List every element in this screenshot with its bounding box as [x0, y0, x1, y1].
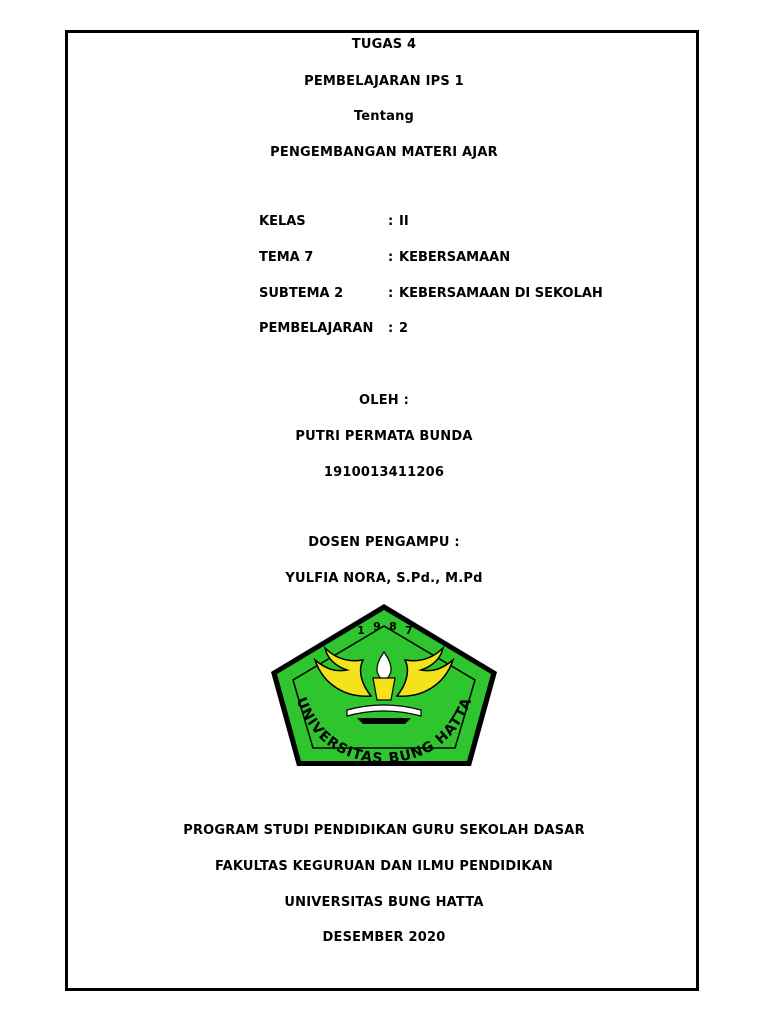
- page-border: [65, 30, 699, 991]
- logo-center-body: [373, 678, 395, 700]
- logo-year-digit: 8: [389, 620, 397, 633]
- faculty-name: FAKULTAS KEGURUAN DAN ILMU PENDIDIKAN: [215, 859, 553, 874]
- author-name: PUTRI PERMATA BUNDA: [295, 429, 473, 444]
- logo-year-digit: 1: [357, 624, 365, 637]
- detail-separator: :: [388, 250, 394, 265]
- program-name: PROGRAM STUDI PENDIDIKAN GURU SEKOLAH DASAR: [183, 823, 585, 838]
- detail-value: KEBERSAMAAN: [399, 250, 511, 265]
- university-logo: [265, 600, 503, 772]
- logo-year-digit: 9: [373, 620, 381, 633]
- document-date: DESEMBER 2020: [322, 930, 446, 945]
- lecturer-label: DOSEN PENGAMPU :: [308, 535, 460, 550]
- topic-title: PENGEMBANGAN MATERI AJAR: [270, 145, 498, 160]
- by-label: OLEH :: [358, 393, 410, 408]
- detail-label: KELAS: [259, 214, 306, 229]
- detail-value: 2: [399, 321, 409, 336]
- detail-label: PEMBELAJARAN: [259, 321, 374, 336]
- logo-year-digit: 7: [405, 624, 413, 637]
- assignment-title: TUGAS 4: [351, 37, 417, 52]
- detail-separator: :: [388, 321, 394, 336]
- detail-separator: :: [388, 214, 394, 229]
- course-title: PEMBELAJARAN IPS 1: [304, 74, 464, 89]
- university-name: UNIVERSITAS BUNG HATTA: [284, 895, 484, 910]
- detail-label: TEMA 7: [259, 250, 314, 265]
- detail-value: KEBERSAMAAN DI SEKOLAH: [399, 286, 603, 301]
- logo-ring-text: UNIVERSITAS BUNG HATTA: [292, 695, 476, 768]
- logo-base: [357, 718, 411, 724]
- lecturer-name: YULFIA NORA, S.Pd., M.Pd: [285, 571, 483, 586]
- detail-value: II: [399, 214, 409, 229]
- about-label: Tentang: [353, 109, 415, 124]
- detail-label: SUBTEMA 2: [259, 286, 344, 301]
- detail-separator: :: [388, 286, 394, 301]
- student-id: 1910013411206: [323, 465, 445, 480]
